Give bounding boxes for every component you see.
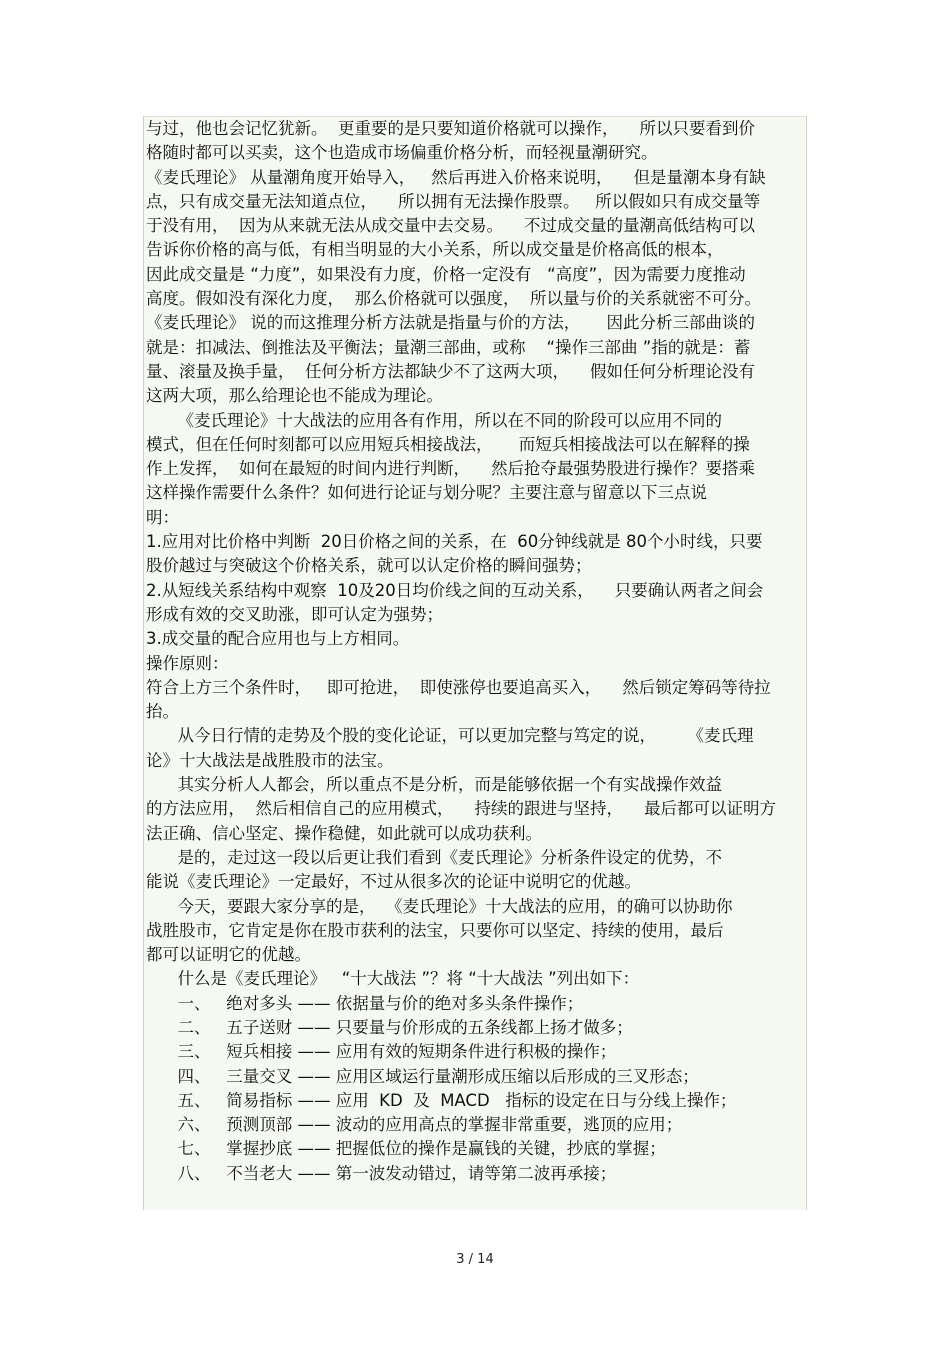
text-line: 这样操作需要什么条件？如何进行论证与划分呢？主要注意与留意以下三点说 [146, 483, 707, 503]
text-line: 格随时都可以买卖，这个也造成市场偏重价格分析，而轻视量潮研究。 [146, 143, 658, 163]
text-line: 都可以证明它的优越。 [146, 945, 311, 965]
text-line: 1.应用对比价格中判断 20日价格之间的关系，在 60分钟线就是 80个小时线，只要 [146, 532, 763, 552]
text-line: 量、滚量及换手量， 任何分析方法都缺少不了这两大项， 假如任何分析理论没有 [146, 361, 755, 381]
text-line: 能说《麦氏理论》一定最好，不过从很多次的论证中说明它的优越。 [146, 872, 641, 892]
text-line: 一、 绝对多头 —— 依据量与价的绝对多头条件操作； [146, 993, 584, 1013]
text-line: 法正确、信心坚定、操作稳健，如此就可以成功获利。 [146, 823, 542, 843]
text-line: 论》十大战法是战胜股市的法宝。 [146, 750, 394, 770]
text-line: 战胜股市，它肯定是你在股市获利的法宝，只要你可以坚定、持续的使用，最后 [146, 920, 724, 940]
text-line: 其实分析人人都会，所以重点不是分析，而是能够依据一个有实战操作效益 [146, 775, 722, 795]
text-line: 六、 预测顶部 —— 波动的应用高点的掌握非常重要，逃顶的应用； [146, 1115, 683, 1135]
text-line: 抬。 [146, 702, 179, 722]
text-line: 二、 五子送财 —— 只要量与价形成的五条线都上扬才做多； [146, 1017, 633, 1037]
text-line: 《麦氏理论》 说的而这推理分析方法就是指量与价的方法， 因此分析三部曲谈的 [146, 313, 755, 333]
text-line: 《麦氏理论》十大战法的应用各有作用，所以在不同的阶段可以应用不同的 [146, 410, 722, 430]
text-line: 这两大项，那么给理论也不能成为理论。 [146, 386, 443, 406]
text-line: 八、 不当老大 —— 第一波发动错过，请等第二波再承接； [146, 1163, 617, 1183]
text-line: 是的，走过这一段以后更让我们看到《麦氏理论》分析条件设定的优势，不 [146, 847, 722, 867]
text-line: 作上发挥， 如何在最短的时间内进行判断， 然后抢夺最强势股进行操作？要搭乘 [146, 459, 755, 479]
text-line: 五、 简易指标 —— 应用 KD 及 MACD 指标的设定在日与分线上操作； [146, 1090, 737, 1110]
text-line: 《麦氏理论》 从量潮角度开始导入， 然后再进入价格来说明， 但是量潮本身有缺 [146, 167, 766, 187]
text-line: 明： [146, 507, 179, 527]
text-line: 与过，他也会记忆犹新。 更重要的是只要知道价格就可以操作， 所以只要看到价 [146, 119, 755, 138]
text-line: 3.成交量的配合应用也与上方相同。 [146, 629, 410, 649]
page-number: 3 / 14 [456, 1252, 494, 1267]
text-line: 模式，但在任何时刻都可以应用短兵相接战法， 而短兵相接战法可以在解释的操 [146, 434, 750, 454]
text-line: 点，只有成交量无法知道点位， 所以拥有无法操作股票。 所以假如只有成交量等 [146, 191, 761, 211]
text-line: 今天，要跟大家分享的是， 《麦氏理论》十大战法的应用，的确可以协助你 [146, 896, 733, 916]
text-line: 三、 短兵相接 —— 应用有效的短期条件进行积极的操作； [146, 1042, 617, 1062]
text-line: 2.从短线关系结构中观察 10及20日均价线之间的互动关系， 只要确认两者之间会 [146, 580, 764, 600]
text-line: 操作原则： [146, 653, 229, 673]
document-content [143, 116, 807, 1210]
text-line: 从今日行情的走势及个股的变化论证，可以更加完整与笃定的说， 《麦氏理 [146, 726, 754, 746]
text-line: 七、 掌握抄底 —— 把握低位的操作是赢钱的关键，抄底的掌握； [146, 1139, 666, 1159]
text-line: 于没有用， 因为从来就无法从成交量中去交易。 不过成交量的量潮高低结构可以 [146, 216, 755, 236]
text-line: 股价越过与突破这个价格关系，就可以认定价格的瞬间强势； [146, 556, 592, 576]
text-line: 什么是《麦氏理论》 “十大战法 ”？将 “十大战法 ”列出如下： [146, 969, 640, 989]
text-line: 告诉你价格的高与低，有相当明显的大小关系，所以成交量是价格高低的根本， [146, 240, 724, 260]
text-line: 的方法应用， 然后相信自己的应用模式， 持续的跟进与坚持， 最后都可以证明方 [146, 799, 776, 819]
text-line: 符合上方三个条件时， 即可抢进， 即使涨停也要追高买入， 然后锁定筹码等待拉 [146, 677, 771, 697]
text-line: 就是：扣减法、倒推法及平衡法；量潮三部曲，或称 “操作三部曲 ”指的就是：蓄 [146, 337, 751, 357]
text-line: 形成有效的交叉助涨，即可认定为强势； [146, 604, 443, 624]
text-line: 高度。假如没有深化力度， 那么价格就可以强度， 所以量与价的关系就密不可分。 [146, 289, 761, 309]
text-line: 因此成交量是 “力度”，如果没有力度，价格一定没有 “高度”，因为需要力度推动 [146, 264, 746, 284]
text-line: 四、 三量交叉 —— 应用区域运行量潮形成压缩以后形成的三叉形态； [146, 1066, 699, 1086]
